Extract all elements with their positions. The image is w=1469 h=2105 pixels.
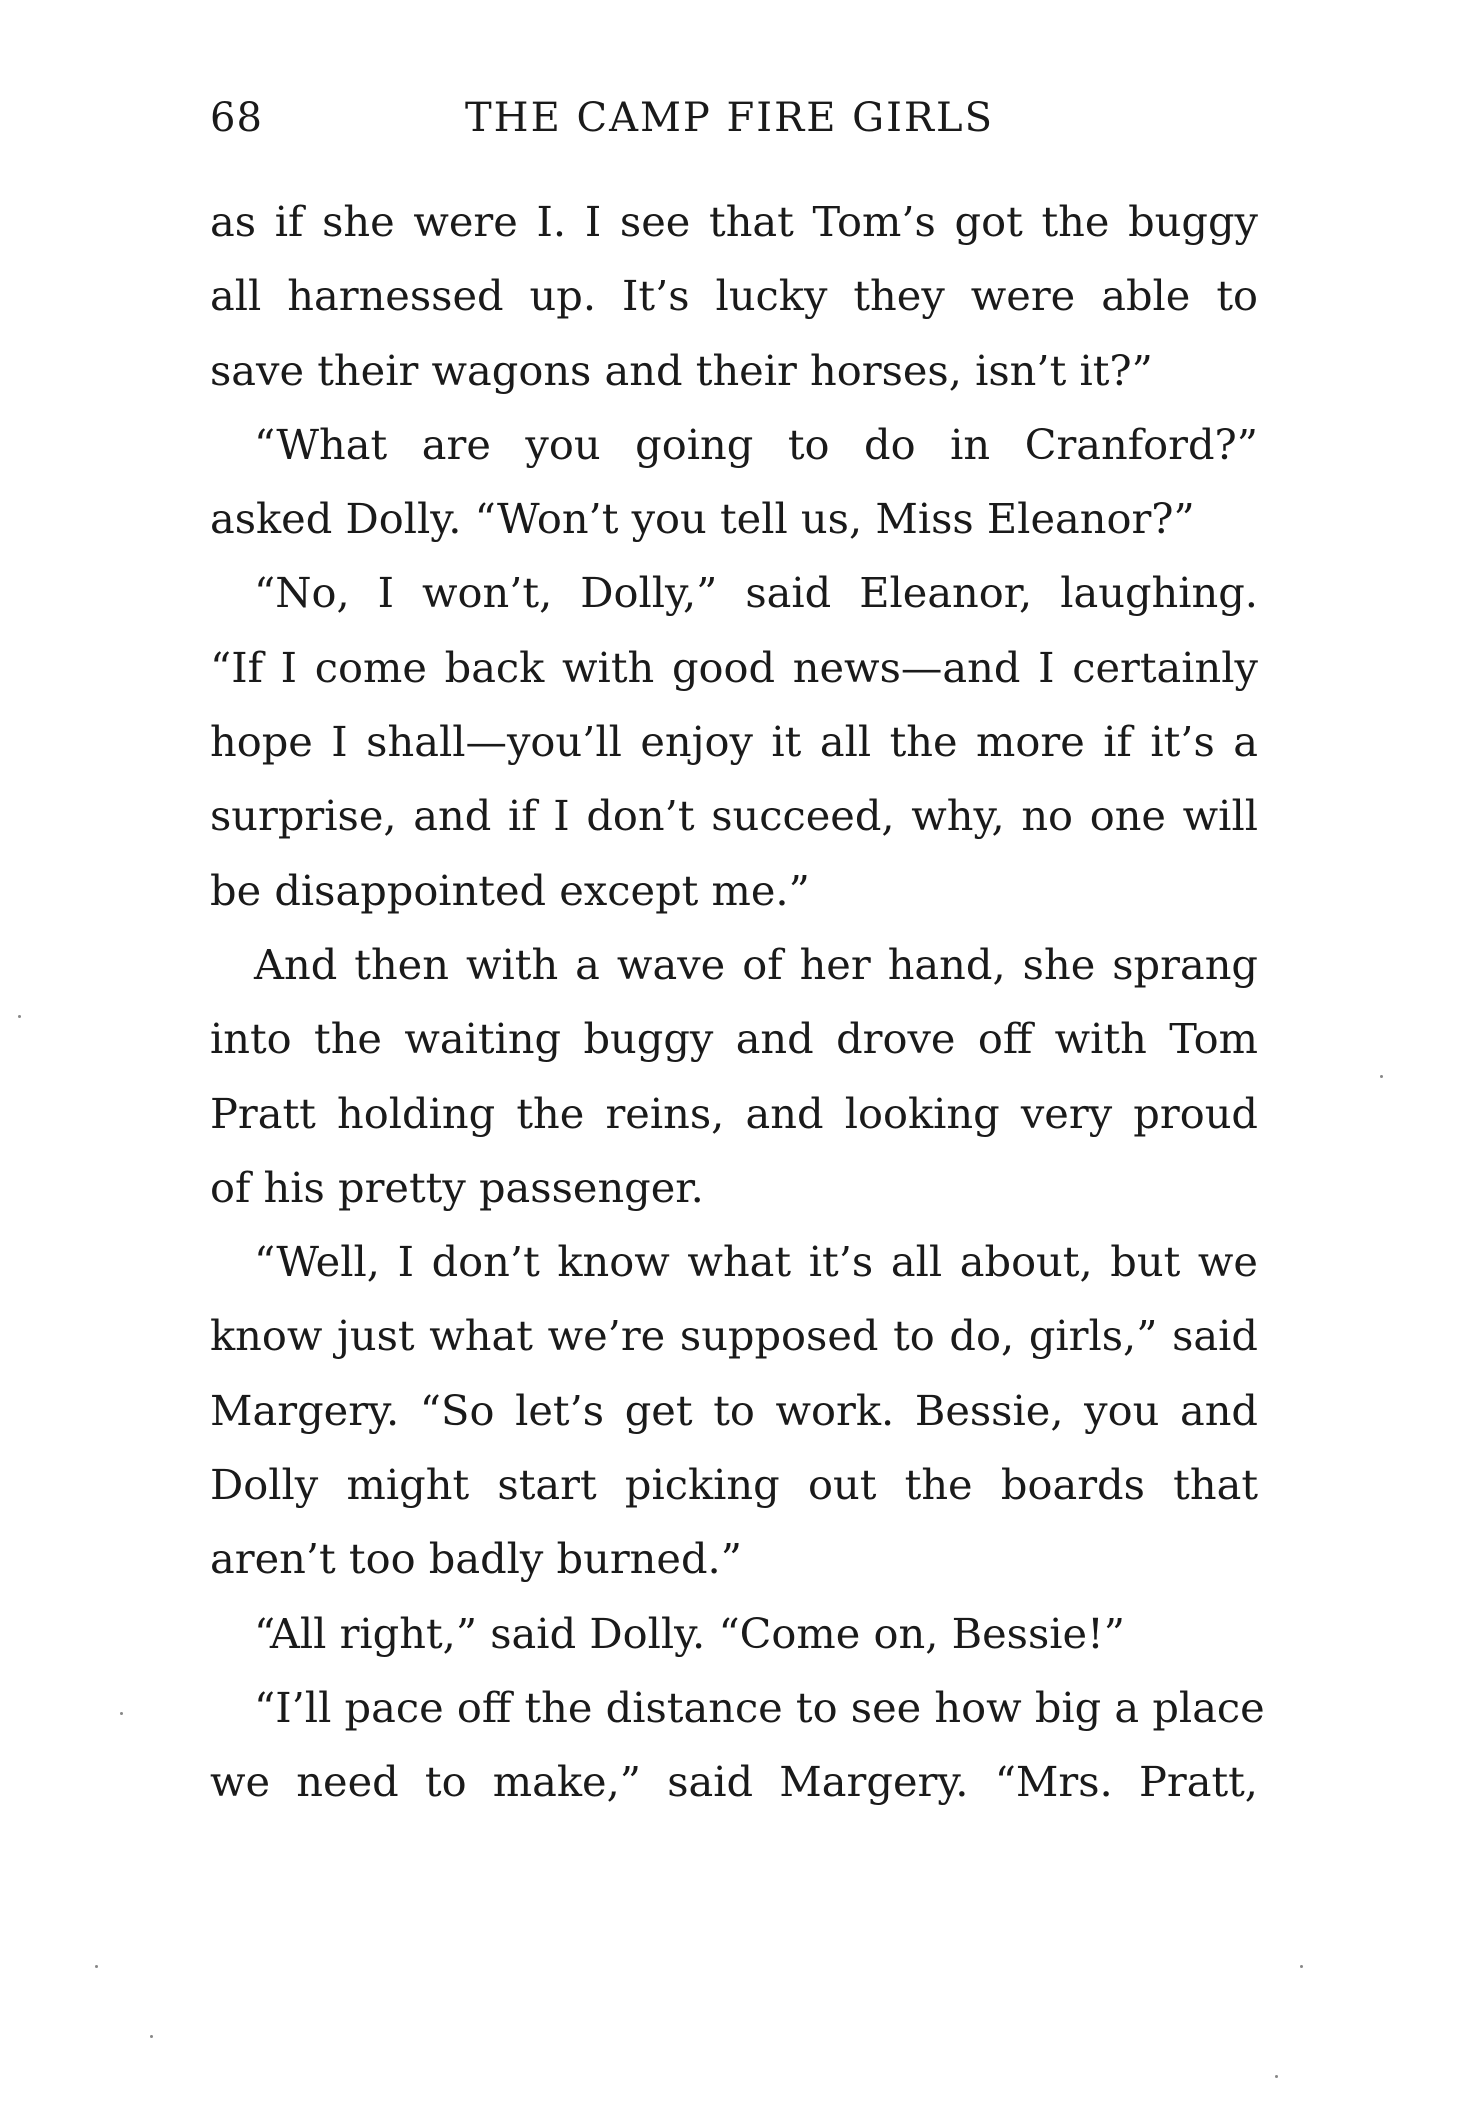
text-line: “If I come back with good news—and I certainly (210, 642, 1258, 692)
text-line: save their wagons and their horses, isn’t it?” (210, 345, 1153, 395)
text-line: “I’ll pace off the distance to see how big a place (254, 1682, 1265, 1732)
text-line: “What are you going to do in Cranford?” (254, 419, 1258, 469)
paper-speck (120, 1712, 123, 1715)
paper-speck (18, 1015, 21, 1018)
text-line: all harnessed up. It’s lucky they were able to (210, 271, 1258, 321)
text-line: Margery. “So let’s get to work. Bessie, you and (210, 1385, 1258, 1435)
paper-speck (1275, 2075, 1278, 2078)
page-number: 68 (210, 95, 263, 141)
text-line: we need to make,” said Margery. “Mrs. Pratt, (210, 1757, 1258, 1807)
text-line: “Well, I don’t know what it’s all about, but we (254, 1237, 1258, 1287)
paper-speck (95, 1965, 98, 1968)
text-line: Pratt holding the reins, and looking very proud (210, 1088, 1258, 1138)
text-line: And then with a wave of her hand, she sprang (254, 939, 1258, 989)
text-line: “No, I won’t, Dolly,” said Eleanor, laughing. (254, 568, 1258, 618)
text-line: asked Dolly. “Won’t you tell us, Miss Eleanor?” (210, 494, 1195, 544)
text-line: into the waiting buggy and drove off with Tom (210, 1014, 1258, 1064)
text-line: of his pretty passenger. (210, 1162, 704, 1212)
running-title: THE CAMP FIRE GIRLS (465, 95, 994, 141)
text-line: as if she were I. I see that Tom’s got the buggy (210, 197, 1258, 246)
paper-speck (1300, 1965, 1303, 1968)
text-line: surprise, and if I don’t succeed, why, no one will (210, 791, 1258, 841)
text-line: aren’t too badly burned.” (210, 1534, 742, 1584)
text-line: Dolly might start picking out the boards that (210, 1460, 1258, 1510)
text-line: “All right,” said Dolly. “Come on, Bessie!” (254, 1608, 1125, 1658)
page-header (210, 95, 1260, 155)
text-line: be disappointed except me.” (210, 865, 810, 915)
body-text (210, 185, 1265, 1820)
paper-speck (1380, 1075, 1383, 1078)
text-line: know just what we’re supposed to do, girls,” said (210, 1311, 1258, 1361)
paper-speck (150, 2035, 153, 2038)
text-line: hope I shall—you’ll enjoy it all the more if it’s a (210, 717, 1258, 767)
